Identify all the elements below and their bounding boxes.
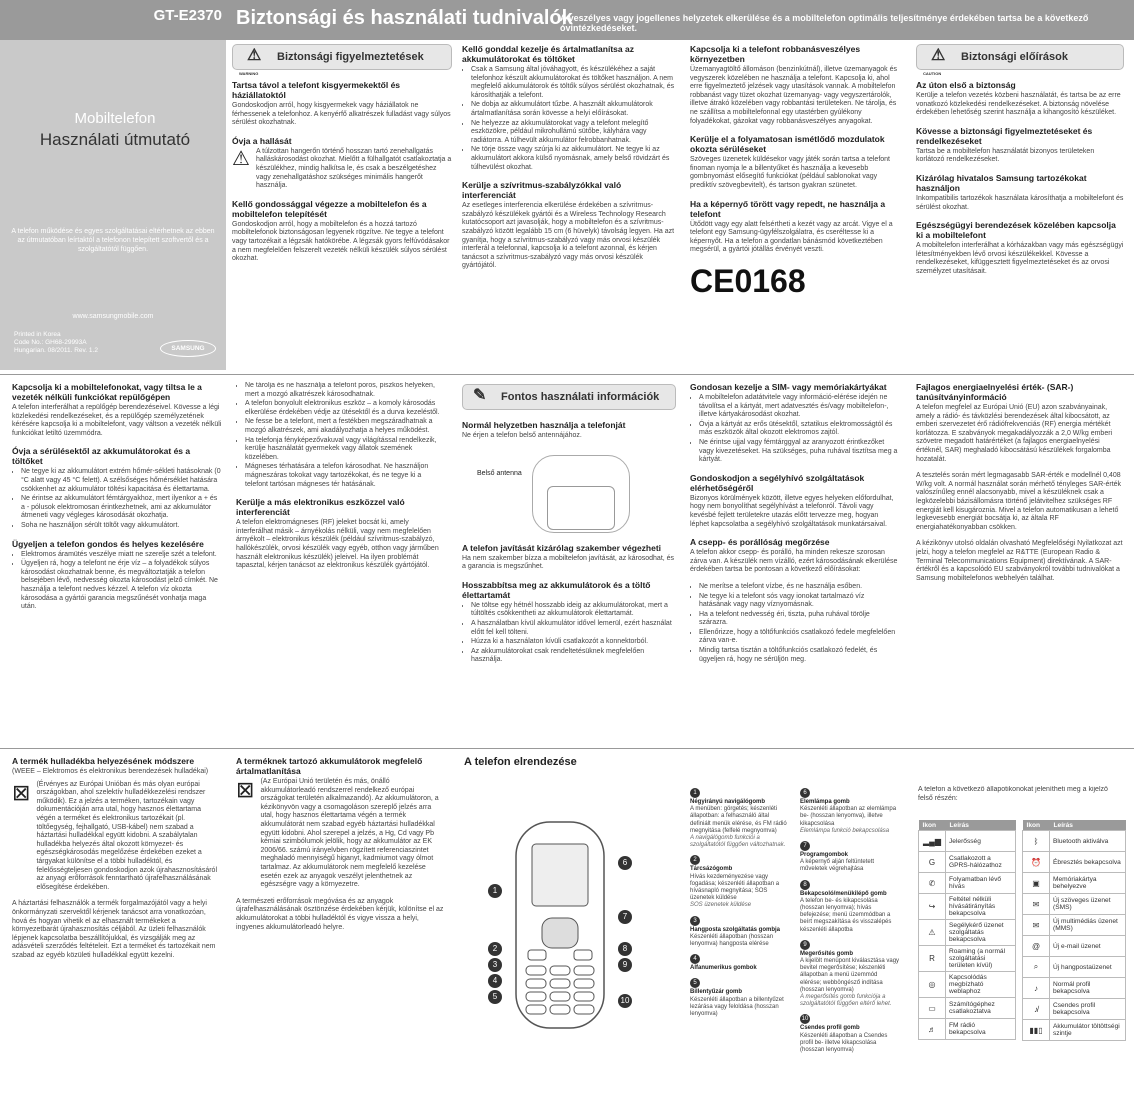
key	[526, 992, 546, 1001]
section-heading: Tartsa távol a telefont kisgyermekektől és háziállatoktól	[232, 80, 401, 100]
battery-care-list	[12, 468, 222, 530]
list-item: • A mobiltelefon adatátvitele vagy információ-elérése idején ne távolítsa el a kártyát, mert adatvesztés és/vagy mobiltelefon-, illetve kártyakárosodást okozhat.	[699, 394, 898, 420]
callout-7: 7	[618, 910, 632, 924]
section-text: Ütődött vagy egy alatt felsértheti a kezét vagy az arcát. Vigye el a telefont egy Samsung-ügyfélszolgálatra, és cseréltesse ki a képernyőt. Ha a telefon a gondatlan bánásmód következtében megsérül, a gyártói jótállás érvényét veszti.	[690, 220, 893, 254]
section-text: Kerülje a telefon vezetés közbeni használatát, és tartsa be az erre vonatkozó közlekedési rendelkezéseket. A biztonság növelése érdekében lehetőség szerint használja a kihangosító készüléket.	[916, 92, 1121, 117]
list-item: • Ne merítse a telefont vízbe, és ne használja esőben.	[699, 583, 898, 592]
caution-label: CAUTION	[923, 71, 942, 76]
section-text: Ne érjen a telefon belső antennájához.	[462, 432, 582, 439]
key-item: 2 Tárcsázógomb Hívás kezdeményezése vagy fogadása; készenléti állapotban a hívásnapló megnyitása; SOS üzenetek küldése SOS üzenetek küldése	[690, 857, 780, 909]
pc-icon: ▭	[919, 998, 946, 1019]
section-heading: Az úton első a biztonság	[916, 80, 1016, 90]
sim-list	[690, 394, 898, 465]
section-text: (Érvényes az Európai Unióban és más olyan európai országokban, ahol szelektív hulladékkezelési rendszer működik). Ez a jelzés a terméken, tartozékain vagy dokumentációján arra utal, hogy hasznos élettartama végén a terméket és elektronikus tartozékait (pl. töltőegység, fejhallgató, USB-kábel) nem szabad a háztartási hulladékkal együtt kidobni. A szabálytalan hulladékba helyezés által okozott környezet- és egészségkárosodás megelőzése érdekében ezeket a tárgyakat különítse el a többi hulladéktól, és felelősségteljesen gondoskodjon azok újrahasznosításáról az anyagi erőforrások fenntartható újrafelhasználásának elősegítése érdekében.	[36, 780, 217, 891]
bluetooth-icon: ᛒ	[1023, 831, 1050, 852]
list-item: • Ne tegye ki a telefont sós vagy ionokat tartalmazó víz hatásának vagy nagy víznyomásnak.	[699, 593, 898, 610]
email-icon: @	[1023, 936, 1050, 957]
warning-icon: ⚠	[247, 47, 262, 64]
antenna-area	[547, 486, 615, 530]
sim-column	[690, 382, 898, 742]
list-item: • A használatban kívül akkumulátor idővel lemerül, ezért használat előtt fel kell tölteni.	[471, 620, 676, 637]
callout-1: 1	[488, 884, 502, 898]
callout-2: 2	[488, 942, 502, 956]
callout-6: 6	[618, 856, 632, 870]
list-item: • Ne helyezze az akkumulátorokat vagy a telefont melegítő eszközökre, például mikrohullámú sütőbe, kályhára vagy radiátorra. A túlhevült akkumulátor felrobbanhatnak.	[471, 120, 676, 146]
section-text: A telefon akkor csepp- és porálló, ha minden rekesze szorosan zárva van. A készülék nem vízálló, ezért károsodásának elkerülése érdekében tartsa be pontosan a következő előírásokat:	[690, 549, 898, 574]
radio-icon: ♬	[919, 1019, 946, 1040]
key-item: 10 Csendes profil gomb Készenléti állapotban a Csendes profil be- illetve kikapcsolása (hosszan lenyomva)	[800, 1016, 888, 1054]
section-text: Inkompatibilis tartozékok használata károsíthatja a mobiltelefont és sérülést okozhat.	[916, 194, 1124, 211]
sos-icon: ⚠	[919, 920, 946, 946]
section-heading: Normál helyzetben használja a telefonját	[462, 420, 626, 430]
table-row: ▣ Memóriakártya behelyezve	[1023, 873, 1126, 894]
list-item: • Ne érintse az akkumulátort fémtárgyakhoz, mert ilyenkor a + és a - pólusok elektromosan érintkezhetnek, ami az akkumulátor átmeneti vagy végleges károsodását okozhatja.	[21, 495, 222, 521]
callout-5: 5	[488, 990, 502, 1004]
battery-list	[462, 66, 676, 172]
table-row: ♪ Normál profil bekapcsolva	[1023, 978, 1126, 999]
section-heading: Egészségügyi berendezések közelében kapcsolja ki a mobiltelefont	[916, 220, 1116, 241]
key-item: 6 Elemlámpa gomb Készenléti állapotban az elemlámpa be- (hosszan lenyomva), illetve kikapcsolása Elemlámpa funkció bekapcsolása	[800, 790, 897, 834]
sar-column	[916, 382, 1124, 742]
list-item: • Ügyeljen rá, hogy a telefont ne érje víz – a folyadékok súlyos károsodást okozhatnak benne, és megváltoztatják a telefon belsejében lévő, nedvesség okozta károsodást jelző címkét. Ne használja a telefont nedves kézzel. A telefon víz okozta károsodása a gyártói garancia megszűnését vonhatja maga után.	[21, 560, 222, 612]
section-heading: Kerülje a szívritmus-szabályzókkal való interferenciát	[462, 180, 622, 201]
weee-block	[12, 781, 222, 901]
section-text: Üzemanyagtöltő állomáson (benzinkútnál), illetve üzemanyagok és vegyszerek közelében ne használja a telefont. Kapcsolja ki, ahol erre figyelmeztető jelzések vagy utasítások vannak. A mobiltelefon robbanást vagy tüzet okozhat üzemanyag- vagy vegyszertárolók, illetve átrakó közelében vagy robbantási területeken. Ne tárolja, és ne szállítsa a mobiltelefonnal egy utastérben gyúlékony folyadékokat, gázokat vagy robbanásveszélyes anyagokat.	[690, 66, 897, 125]
ce-mark: CE0168	[690, 262, 806, 299]
key	[550, 979, 570, 988]
warnings-banner	[232, 44, 452, 76]
icon-table-right: Ikon Leírás ᛒ Bluetooth aktiválva ⏰ Ébresztés bekapcsolva ▣ Memóriakártya behelyezve ✉ Új szöveges üzenet (SMS) ✉ Új multimédiás üzenet (MMS) @ Új e-mail üzenet ⌕ Új hangpostaüzenet ♪ Normál profil bekapcsolva ♪̸ Csendes profil bekapcsolva ▮▮▯ Akkumulátor töltöttségi szintje	[1022, 820, 1126, 1041]
key	[550, 966, 570, 975]
section-text: A háztartási felhasználók a termék forgalmazójától vagy a helyi önkormányzati szervektől kérjenek tanácsot arra vonatkozóan, hová és hogyan vihetik el az elhasznált termékeket a környezetbarát újrahasznosítás céljából. Az üzleti felhasználók lépjenek kapcsolatba beszállítójukkal, és vizsgálják meg az adásvételi szerződés feltételeit. Ezt a terméket és tartozékait nem szabad az egyéb közületi hulladékkal együtt kezelni.	[12, 900, 216, 959]
key-item: 5 Billentyűzár gomb Készenléti állapotban a billentyűzet lezárása vagy feloldása (hosszan lenyomva)	[690, 980, 784, 1018]
list-item: • Ne töltse egy hétnél hosszabb ideig az akkumulátorokat, mert a túltöltés csökkentheti az akkumulátorok élettartamát.	[471, 602, 676, 619]
cover-note: A telefon működése és egyes szolgáltatásai eltérhetnek az ebben az útmutatóban leírtaktól a telefonon telepített szoftvertől és a szolgáltatótól függően.	[11, 228, 215, 253]
section-text: Ha nem szakember bízza a mobiltelefon javítását, az károsodhat, és a garancia is megszűnhet.	[462, 554, 675, 571]
battery-disposal-column	[236, 756, 446, 1112]
section-text: A túlzottan hangerőn történő hosszan tartó zenehallgatás halláskárosodást okozhat. Mielőtt a fülhallgatót csatlakoztatja a készülékhez, mindig halkítsa le, és csak a beszélgetéshez vagy zenehallgatáshoz szükséges minimális hangerőt használja.	[255, 147, 452, 190]
list-item: • Mindig tartsa tisztán a töltőfunkciós csatlakozó fedelét, és ügyeljen rá, hogy ne sérüljön meg.	[699, 647, 898, 664]
mms-icon: ✉	[1023, 915, 1050, 936]
call-icon: ✆	[919, 873, 946, 894]
table-row: ✉ Új szöveges üzenet (SMS)	[1023, 894, 1126, 915]
antenna-label: Belső antenna	[477, 469, 522, 477]
list-item: • Mágneses térhatására a telefon károsodhat. Ne használjon mágneszáras tokokat vagy tartozékokat, és ne tegye ki a telefont tartósan mágneses tér hatásának.	[245, 463, 446, 489]
key	[574, 966, 594, 975]
section-text: A kézikönyv utolsó oldalán olvasható Megfelelőségi Nyilatkozat azt jelzi, hogy a telefon megfelel az R&TTE (European Radio & Terminal Telecommunications Equipment) direktívának. A SAR-értékről és a kapcsolódó EU szabványokról további tudnivalókat a Samsung mobiltelefonos webhelyén találhat.	[916, 540, 1123, 582]
list-item: • Húzza ki a használaton kívüli csatlakozót a konnektorból.	[471, 638, 676, 647]
sms-icon: ✉	[1023, 894, 1050, 915]
navigation-key	[542, 918, 578, 948]
section-heading: A termék hulladékba helyezésének módszere	[12, 756, 195, 766]
table-row: ⌕ Új hangpostaüzenet	[1023, 957, 1126, 978]
normal-profile-icon: ♪	[1023, 978, 1050, 999]
table-row: ♬ FM rádió bekapcsolva	[919, 1019, 1016, 1040]
caution-icon: ⚠	[931, 47, 946, 64]
table-row: ↪ Feltétel nélküli hívásátirányítás bekapcsolva	[919, 894, 1016, 920]
cover-title: Használati útmutató	[39, 130, 191, 149]
precautions-banner-title: Biztonsági előírások	[961, 51, 1068, 63]
list-item: • Ne dobja az akkumulátort tűzbe. A használt akkumulátorok ártalmatlanítása során kövesse a helyi előírásokat.	[471, 101, 676, 118]
cover-print-info	[14, 331, 144, 355]
battery-life-list	[462, 602, 676, 665]
callout-10: 10	[618, 994, 632, 1008]
section-text: Gondoskodjon arról, hogy kisgyermekek vagy háziállatok ne férhessenek a telefonhoz. A kenyérfő alkatrészek fulladást vagy súlyos sérülést okozhatnak.	[232, 102, 451, 127]
key-item: 4 Alfanumerikus gombok	[690, 956, 757, 972]
section-heading: Ügyeljen a telefon gondos és helyes kezelésére	[12, 538, 204, 549]
section-heading: A telefon javítását kizárólag szakember végezheti	[462, 542, 662, 553]
cover-product: Mobiltelefon	[74, 110, 156, 127]
model-number: GT-E2370	[153, 7, 222, 24]
section-text: Szöveges üzenetek küldésekor vagy játék során tartsa a telefont finoman nyomja le a billentyűket és használja a kevesebb gombnyomást elősegítő funkciókat (például sablonokat vagy prediktív szövegbevitelt), és tartson gyakran szünetet.	[690, 156, 891, 189]
table-row: ✉ Új multimédiás üzenet (MMS)	[1023, 915, 1126, 936]
section-heading: A csepp- és porállóság megőrzése	[690, 537, 830, 548]
hearing-warning-icon: ⚠	[232, 147, 250, 170]
cover-website: www.samsungmobile.com	[72, 313, 154, 320]
precautions-column	[916, 44, 1124, 370]
call-key	[528, 950, 546, 960]
list-item: • Ne törje össze vagy szúrja ki az akkumulátort. Ne tegye ki az akkumulátort akkora külső nyomásnak, amely belső rövidzárt és túlhevülést okozhat.	[471, 146, 676, 172]
table-row: G Csatlakozott a GPRS-hálózathoz	[919, 852, 1016, 873]
list-item: • Ne tegye ki az akkumulátort extrém hőmér-sékleti hatásoknak (0 °C alatt vagy 45 °C felett). A szélsőséges hőmérséklet hatására csökkenhet az akkumulátor töltési kapacitása és élettartama.	[21, 468, 222, 494]
list-item: • Ha a telefont nedvesség éri, tiszta, puha ruhával törölje szárazra.	[699, 611, 898, 628]
section-text: Az esetleges interferencia elkerülése érdekében a szívritmus-szabályzó készülékek gyártói és a Wireless Technology Research kutatócsoport azt javasolják, hogy a mobiltelefon és a szívritmus-szabályzó között legalább 15 cm (6 hüvelyk) távolság legyen. Ha azt gyanítja, hogy a szívritmus-szabályzó vagy más orvosi készülék interferál a telefonnal, kapcsolja ki a telefont azonnal, és kérjen tanácsot a szívritmus-szabályzó vagy más orvosi készülék gyártójától.	[462, 202, 675, 270]
silent-profile-icon: ♪̸	[1023, 999, 1050, 1020]
section-heading: Fajlagos energiaelnyelési érték- (SAR-) tanúsítványinformáció	[916, 382, 1074, 402]
warnings-banner-title: Biztonsági figyelmeztetések	[277, 51, 424, 63]
handling-column	[236, 382, 446, 742]
callout-3: 3	[488, 958, 502, 972]
key-item: 9 Megerősítés gomb A kijelölt menüpont kiválasztása vagy bevitel megerősítése; készenléti állapotban a menü üzemmód elérése; webböngésző indítása (hosszan lenyomva) A megerősítés gomb funkciója a szolgáltatótól függően eltérő lehet.	[800, 941, 900, 1008]
icon-table-left: Ikon Leírás ▂▄▆ Jelerősség G Csatlakozott a GPRS-hálózathoz ✆ Folyamatban lévő hívás ↪ Feltétel nélküli hívásátirányítás bekapcsolva ⚠ Segélykérő üzenet szolgáltatás bekapcsolva R Roaming (a normál szolgáltatási területen kívül) ◎ Kapcsolódás megbízható weblaphoz ▭ Számítógéphez csatlakoztatva ♬ FM rádió bekapcsolva	[918, 820, 1016, 1040]
list-item: • Ha telefonja fényképezővakuval vagy világítással rendelkezik, kerülje használatát gyermekek vagy állatok szemének közelében.	[245, 437, 446, 463]
key	[574, 979, 594, 988]
section-heading: Kerülje el a folyamatosan ismétlődő mozdulatok okozta sérüléseket	[690, 134, 885, 155]
section-text: A tesztelés során mért legmagasabb SAR-érték e modellnél 0,408 W/kg volt. A normál használat során mérhető tényleges SAR-érték valószínűleg ennél alacsonyabb, mivel a készüléknek csak a legközelebbi bázisállomásra történő jelátvitelhez szükséges RF energiát kell kisugároznia. Mivel a telefon automatikusan a lehető legkevesebb energiát bocsátja ki, az általa RF energiahatékonyabban csökken.	[916, 472, 1122, 531]
list-item: • Ellenőrizze, hogy a töltőfunkciós csatlakozó fedele megfelelően zárva van-e.	[699, 629, 898, 646]
key-descriptions-left	[690, 782, 790, 1112]
printed-in: Printed in Korea	[14, 331, 61, 338]
weee-column	[12, 756, 222, 1112]
phone-screen	[532, 844, 588, 906]
table-row: ▂▄▆ Jelerősség	[919, 831, 1016, 852]
explosive-column	[690, 44, 898, 370]
callout-9: 9	[618, 958, 632, 972]
section-text: A telefon elektromágneses (RF) jeleket bocsát ki, amely interferálhat másik – árnyékolás nélküli, vagy nem megfelelően árnyékolt – elektronikus készülék (például szívritmus-szabályzó, hallókészülék, orvosi készülék vagy egyéb, otthon vagy járműben használt elektronikus készülék) jeleivel. Ha ilyen problémát tapasztal, kérjen tanácsot az elektronikus készülék gyártójától.	[236, 519, 439, 570]
section-text: Gondoskodjon arról, hogy a mobiltelefon és a hozzá tartozó mobiltelefonok biztonságosan legyenek rögzítve. Ne tegye a telefont vagy tartozékait a légzsák hatókörébe. A légzsák gyors felfúvódásakor a nem megfelelően felszerelt vezeték nélküli készülék súlyos sérülést okozhat.	[232, 220, 450, 263]
key-item: 7 Programgombok A képernyő alján feltüntetett műveletek végrehajtása	[800, 843, 875, 873]
header-title: Biztonsági és használati tudnivalók	[236, 7, 573, 29]
key	[526, 979, 546, 988]
section-heading: Kizárólag hivatalos Samsung tartozékokat használjon	[916, 172, 1087, 193]
antenna-illustration	[477, 455, 630, 533]
divert-icon: ↪	[919, 894, 946, 920]
usage-banner-title: Fontos használati információk	[501, 391, 660, 403]
divider	[0, 374, 1134, 375]
memcard-icon: ▣	[1023, 873, 1050, 894]
section-heading: Hosszabbítsa meg az akkumulátorok és a töltő élettartamát	[462, 579, 651, 600]
end-key	[574, 950, 592, 960]
samsung-logo: SAMSUNG	[160, 340, 216, 357]
phone-illustration	[504, 818, 616, 1034]
section-heading: Kövesse a biztonsági figyelmeztetéseket és rendelkezéseket	[916, 125, 1093, 146]
section-text: Bizonyos körülmények között, illetve egyes helyeken előfordulhat, hogy nem bonyolíthat segélyhívást a telefonról. Távoli vagy kevésbé fejlett területekre utazás előtt tervezze meg, hogyan léphet kapcsolatba a segélyhívó szolgáltatások munkatársaival.	[690, 494, 894, 528]
list-item: • A telefon bonyolult elektronikus eszköz – a komoly károsodás elkerülése érdekében védje az ütésektől és a durva kezeléstől.	[245, 400, 446, 417]
usage-column	[462, 384, 676, 744]
section-text: A természeti erőforrások megóvása és az anyagok újrafelhasználásának ösztönzése érdekében kérjük, különítse el az akkumulátorokat a többi hulladéktól és vigye vissza a helyi, ingyenes akkumulátorleadó helyre.	[236, 897, 444, 931]
callout-4: 4	[488, 974, 502, 988]
precautions-banner	[916, 44, 1124, 76]
list-item: • Óvja a kártyát az erős ütésektől, sztatikus elektromosságtól és más eszközök által okozott elektromos zajtól.	[699, 421, 898, 438]
key-item: 3 Hangposta szolgáltatás gombja Készenléti állapotban (hosszan lenyomva) hangposta elérése	[690, 917, 781, 948]
roaming-icon: R	[919, 946, 946, 972]
section-heading: Kapcsolja ki a mobiltelefonokat, vagy tiltsa le a vezeték nélküli funkciókat repülőgépen	[12, 382, 202, 402]
section-text: A mobiltelefon interferálhat a kórházakban vagy más egészségügyi létesítményekben lévő orvosi készülékekkel. Kövesse a rendelkezéseket, kifüggesztett figyelmeztetéseket és az orvosi személyzet utasításait.	[916, 242, 1124, 275]
crossed-bin-icon: ⊠	[12, 779, 31, 805]
layout-title: A telefon elrendezése	[464, 756, 577, 768]
voicemail-icon: ⌕	[1023, 957, 1050, 978]
battery-column	[462, 44, 676, 370]
icons-intro-block	[918, 786, 1124, 811]
key	[550, 1005, 570, 1014]
divider	[0, 748, 1134, 749]
icons-intro: A telefon a következő állapotikonokat jelenítheti meg a kijelző felső részén:	[918, 786, 1108, 802]
section-heading: Kerülje a más elektronikus eszközzel való interferenciát	[236, 497, 405, 518]
section-heading: Ha a képernyő törött vagy repedt, ne használja a telefont	[690, 198, 886, 219]
section-text: A telefon megfelel az Európai Unió (EU) azon szabványainak, amely a rádió- és távközlési berendezések által kibocsátott, az emberi szervezetet érő rádiófrekvenciás (RF) energia mértékét korlátozza. E szabványok megakadályozzák a 2,0 W/kg emberi szövetre megadott határértéket (a fajlagos energiaelnyelési értéknél, SAR) meghaladó kibocsátású készülékek forgalomba hozatalát.	[916, 404, 1113, 463]
section-heading: Óvja a sérülésektől az akkumulátorokat és a töltőket	[12, 446, 191, 467]
airplane-column	[12, 382, 222, 742]
handling-list-2	[236, 382, 446, 489]
list-item: • Ne tárolja és ne használja a telefont poros, piszkos helyeken, mert a mozgó alkatrészek károsodhatnak.	[245, 382, 446, 399]
battery-disposal-block	[236, 778, 446, 898]
table-row: ♪̸ Csendes profil bekapcsolva	[1023, 999, 1126, 1020]
header-subtitle: A veszélyes vagy jogellenes helyzetek elkerülése és a mobiltelefon optimális teljesítménye érdekében tartsa be a következő óvintézkedéseket.	[560, 13, 1089, 33]
table-row: ᛒ Bluetooth aktiválva	[1023, 831, 1126, 852]
section-heading: Kapcsolja ki a telefont robbanásveszélyes környezetben	[690, 44, 861, 64]
key	[526, 966, 546, 975]
hearing-block	[232, 148, 452, 199]
table-row: ▮▮▯ Akkumulátor töltöttségi szintje	[1023, 1020, 1126, 1041]
table-row: ⚠ Segélykérő üzenet szolgáltatás bekapcsolva	[919, 920, 1016, 946]
section-text: (Az Európai Unió területén és más, önálló akkumulátorleadó rendszerrel rendelkező európai országokat területén alkalmazandó). Az akkumulátoron, a kézikönyvön vagy a csomagoláson szereplő jelzés arra utal, hogy hasznos élettartama végén a termék akkumulátorát nem szabad egyéb háztartási hulladékkal együtt kidobni. Ahol szerepel a jelzés, a Hg, Cd vagy Pb kémiai szimbólumok jelölik, hogy az akkumulátor az EK 2006/66. számú irányelvben rögzített referenciaszintet meghaladó mennyiségű higanyt, kadmiumot vagy ólmot tartalmaz. Az akkumulátorok nem megfelelő kezelése esetén ezek az anyagok veszélyt jelenthetnek az egészségre vagy a környezetre.	[260, 778, 439, 889]
table-row: ▭ Számítógéphez csatlakoztatva	[919, 998, 1016, 1019]
section-heading: Kellő gonddal kezelje és ártalmatlanítsa az akkumulátorokat és töltőket	[462, 44, 634, 64]
key	[550, 992, 570, 1001]
list-item: • Soha ne használjon sérült töltőt vagy akkumulátort.	[21, 522, 222, 531]
key-item: 8 Bekapcsoló/menükilépő gomb A telefon be- és kikapcsolása (hosszan lenyomva); hívás befejezése; menü üzemmódban a beírt megszakítása és visszalépés készenléti állapotba	[800, 881, 892, 933]
warning-label: WARNING	[239, 71, 259, 76]
gprs-icon: G	[919, 852, 946, 873]
section-heading: Óvja a hallását	[232, 135, 292, 146]
code-number: Code No.: GH68-29993A	[14, 339, 87, 346]
table-row: @ Új e-mail üzenet	[1023, 936, 1126, 957]
web-icon: ◎	[919, 972, 946, 998]
header-bar	[0, 0, 1134, 40]
table-row: ✆ Folyamatban lévő hívás	[919, 873, 1016, 894]
signal-icon: ▂▄▆	[919, 831, 946, 852]
usage-banner	[462, 384, 676, 410]
table-row: R Roaming (a normál szolgáltatási területen kívül)	[919, 946, 1016, 972]
list-item: • Ne fesse be a telefont, mert a festékben megszáradhatnak a mozgó alkatrészek, ami akadályozhatja a helyes működést.	[245, 418, 446, 435]
waterproof-list	[690, 583, 898, 664]
key-descriptions-right	[800, 782, 900, 1112]
handling-list	[12, 551, 222, 612]
note-icon: ✎	[473, 387, 487, 404]
key	[574, 1005, 594, 1014]
list-item: • Az akkumulátorokat csak rendeltetésüknek megfelelően használja.	[471, 648, 676, 665]
battery-icon: ▮▮▯	[1023, 1020, 1050, 1041]
alarm-icon: ⏰	[1023, 852, 1050, 873]
callout-8: 8	[618, 942, 632, 956]
section-text: A telefon interferálhat a repülőgép berendezéseivel. Kövesse a légi közlekedési rendelkezéseket, és a repülőgép személyzetének kérésére kapcsolja ki a mobiltelefont, vagy váltson a vezeték nélküli funkciókat letiltó üzemmódra.	[12, 404, 222, 437]
cover-panel	[0, 40, 226, 370]
warnings-column	[232, 44, 452, 370]
list-item: • Ne érintse ujjal vagy fémtárggyal az aranyozott érintkezőket vagy kivezetéseket. Ha szükséges, puha ruhával tisztítsa meg a kártyát.	[699, 439, 898, 465]
section-heading: A terméknek tartozó akkumulátorok megfelelő ártalmatlanítása	[236, 756, 423, 776]
section-heading: Gondosan kezelje a SIM- vagy memóriakártyákat	[690, 382, 887, 392]
table-row: ◎ Kapcsolódás megbízható weblaphoz	[919, 972, 1016, 998]
section-subheading: (WEEE – Elektromos és elektronikus berendezések hulladékai)	[12, 768, 209, 775]
list-item: • Elektromos áramütés veszélye miatt ne szerelje szét a telefont.	[21, 551, 222, 560]
key	[574, 992, 594, 1001]
table-row: ⏰ Ébresztés bekapcsolva	[1023, 852, 1126, 873]
crossed-bin-icon: ⊠	[236, 777, 255, 802]
edition: Hungarian. 08/2011. Rev. 1.2	[14, 347, 98, 354]
section-heading: Kellő gondossággal végezze a mobiltelefon és a mobiltelefon telepítését	[232, 198, 427, 219]
list-item: • Csak a Samsung által jóváhagyott, és készülékéhez a saját telefonhoz készült akkumulátorokat és töltőket használjon. A nem megfelelő akkumulátorok és töltők súlyos sérülést okozhatnak, és károsíthatják a telefont.	[471, 66, 676, 100]
key	[526, 1005, 546, 1014]
key-item: 1 Négyirányú navigálógomb A menüben: görgetés; készenléti állapotban: a felhasználó által definiált menük elérése, és FM rádió megnyitása (felfelé megnyomva) A navigálógomb funkciói a szolgáltatótól függően változhatnak.	[690, 790, 787, 849]
section-heading: Gondoskodjon a segélyhívó szolgáltatások elérhetőségéről	[690, 472, 865, 493]
section-text: Tartsa be a mobiltelefon használatát bizonyos területeken korlátozó rendelkezéseket.	[916, 147, 1095, 164]
